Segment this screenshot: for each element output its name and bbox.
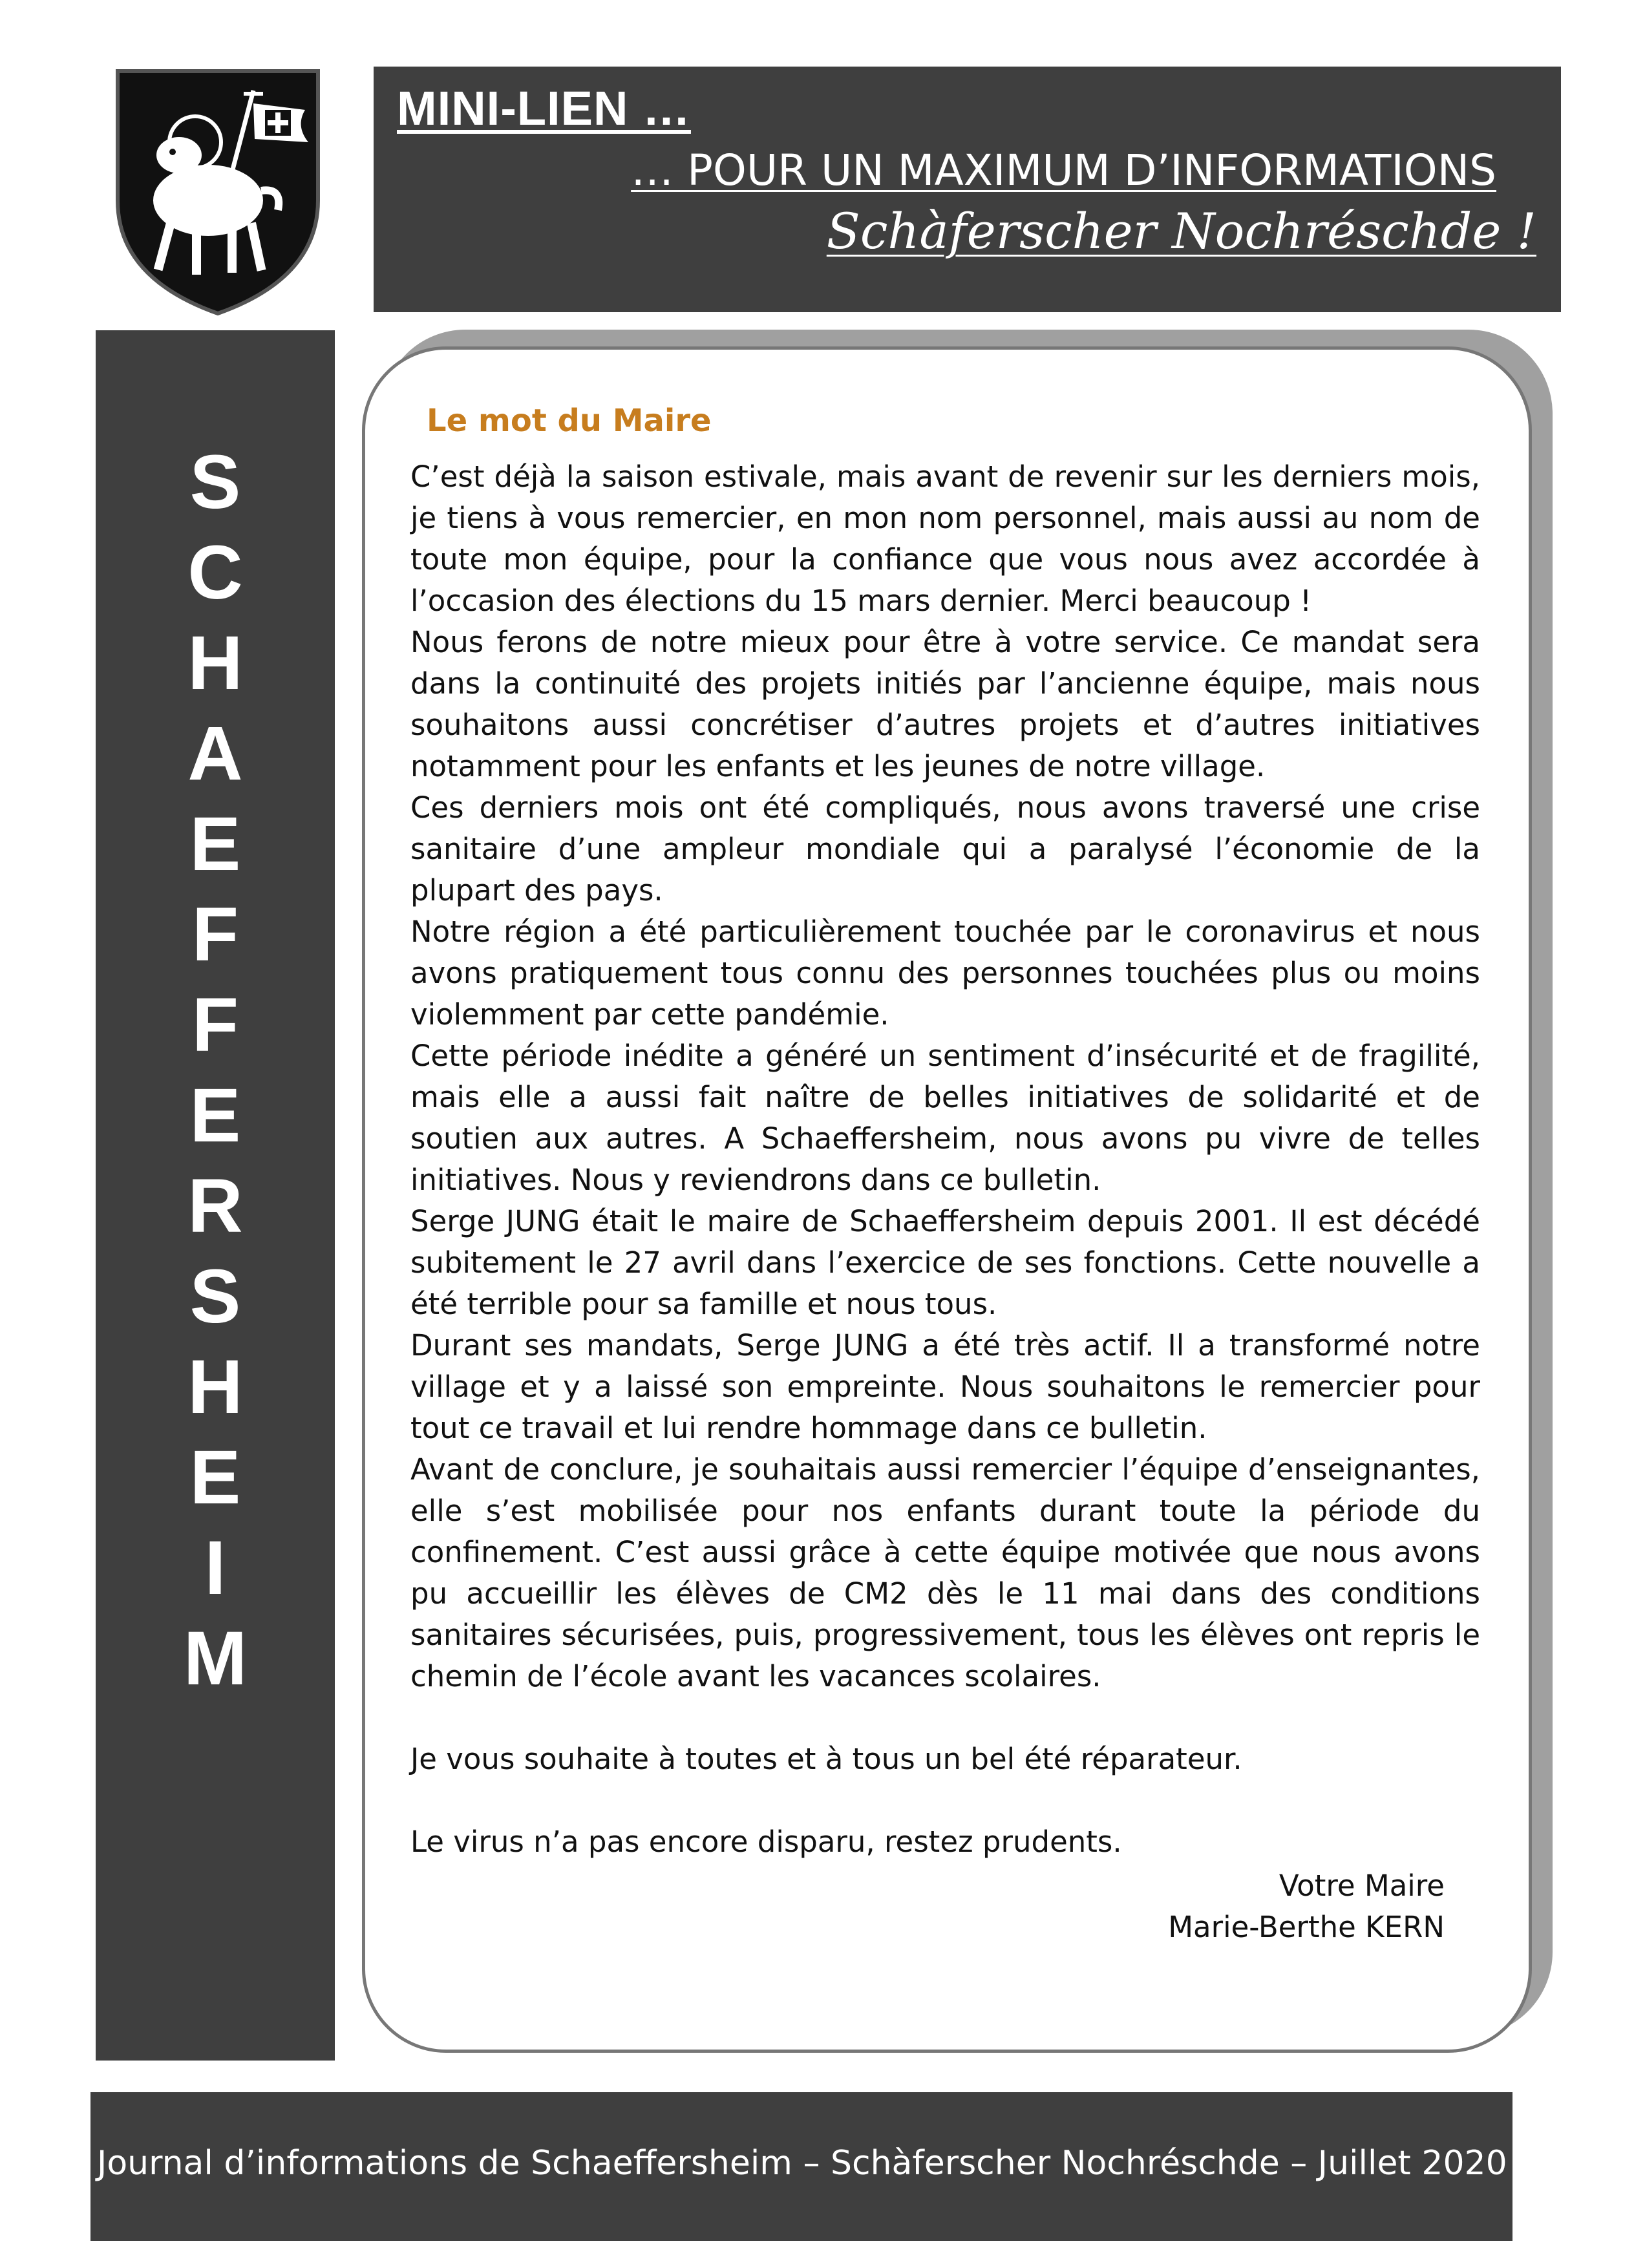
article-title: Le mot du Maire: [427, 403, 712, 439]
coat-of-arms-icon: [111, 65, 324, 317]
article-paragraph: Notre région a été particulièrement touchée par le coronavirus et nous avons pratiquement tous connu des personnes touchées plus ou moins violemment par cette pandémie.: [410, 915, 1480, 1032]
newsletter-subtitle: … POUR UN MAXIMUM D’INFORMATIONS: [631, 145, 1496, 195]
article-paragraph: Durant ses mandats, Serge JUNG a été très actif. Il a transformé notre village et y a laissé son empreinte. Nous souhaitons le remercier pour tout ce travail et lui rendre hommage dans ce bulletin.: [410, 1328, 1480, 1445]
article-paragraph: Cette période inédite a généré un sentiment d’insécurité et de fragilité, mais elle a aussi fait naître de belles initiatives de solidarité et de soutien aux autres. A Schaeffersheim, nous avons pu vivre de telles initiatives. Nous y reviendrons dans ce bulletin.: [410, 1039, 1480, 1197]
closing-caution: Le virus n’a pas encore disparu, restez prudents.: [410, 1825, 1122, 1859]
masthead: [374, 67, 1561, 312]
article-paragraph: Ces derniers mois ont été compliqués, nous avons traversé une crise sanitaire d’une ampleur mondiale qui a paralysé l’économie de la plupart des pays.: [410, 790, 1480, 907]
village-name-sidebar: [96, 330, 335, 2061]
sidebar-letter: C: [187, 530, 243, 615]
newsletter-alsatian-title: Schàferscher Nochréschde !: [826, 202, 1536, 260]
village-name-letters: [96, 437, 335, 1704]
sidebar-letter: S: [189, 1254, 241, 1339]
article-body: [410, 456, 1480, 1863]
sidebar-letter: M: [183, 1616, 248, 1701]
footer-journal-info: Journal d’informations de Schaeffersheim – Schàferscher Nochréschde – Juillet 2020 – N°: [97, 2144, 1598, 2183]
article-paragraph: Avant de conclure, je souhaitais aussi remercier l’équipe d’enseignantes, elle s’est mobilisée pour nos enfants durant toute la période du confinement. C’est aussi grâce à cette équipe motivée que nous avons pu accueillir les élèves de CM2 dès le 11 mai dans des conditions sanitaires sécurisées, puis, progressivement, tous les élèves ont repris le chemin de l’école avant les vacances scolaires.: [410, 1452, 1480, 1693]
sidebar-letter: H: [187, 1344, 243, 1430]
signature-block: [1168, 1865, 1445, 1948]
issue-number: 95: [1598, 2144, 1645, 2183]
sidebar-letter: I: [204, 1525, 226, 1611]
sidebar-letter: R: [187, 1163, 243, 1249]
sidebar-letter: E: [189, 1435, 241, 1520]
sidebar-letter: E: [189, 1073, 241, 1158]
article-panel: [362, 346, 1532, 2053]
sidebar-letter: S: [189, 440, 241, 525]
sidebar-letter: H: [187, 620, 243, 706]
signature-role: Votre Maire: [1279, 1869, 1445, 1903]
paragraph-gap: [410, 1697, 1480, 1739]
paragraph-gap: [410, 1780, 1480, 1821]
sidebar-letter: A: [187, 711, 243, 796]
footer-text: [97, 2144, 1645, 2183]
closing-wish: Je vous souhaite à toutes et à tous un bel été réparateur.: [410, 1742, 1242, 1776]
article-paragraph: Serge JUNG était le maire de Schaeffersheim depuis 2001. Il est décédé subitement le 27 avril dans l’exercice de ses fonctions. Cette nouvelle a été terrible pour sa famille et nous tous.: [410, 1204, 1480, 1321]
footer-band: [90, 2092, 1645, 2241]
sidebar-letter: F: [191, 982, 239, 1068]
sidebar-letter: F: [191, 892, 239, 977]
article-paragraph: Nous ferons de notre mieux pour être à votre service. Ce mandat sera dans la continuité des projets initiés par l’ancienne équipe, mais nous souhaitons aussi concrétiser d’autres projets et d’autres initiatives notamment pour les enfants et les jeunes de notre village.: [410, 625, 1480, 783]
sidebar-letter: E: [189, 801, 241, 887]
newsletter-title: MINI-LIEN …: [397, 81, 691, 135]
article-paragraph: C’est déjà la saison estivale, mais avant de revenir sur les derniers mois, je tiens à vous remercier, en mon nom personnel, mais aussi au nom de toute mon équipe, pour la confiance que vous nous avez accordée à l’occasion des élections du 15 mars dernier. Merci beaucoup !: [410, 460, 1480, 618]
signature-name: Marie-Berthe KERN: [1168, 1910, 1445, 1944]
